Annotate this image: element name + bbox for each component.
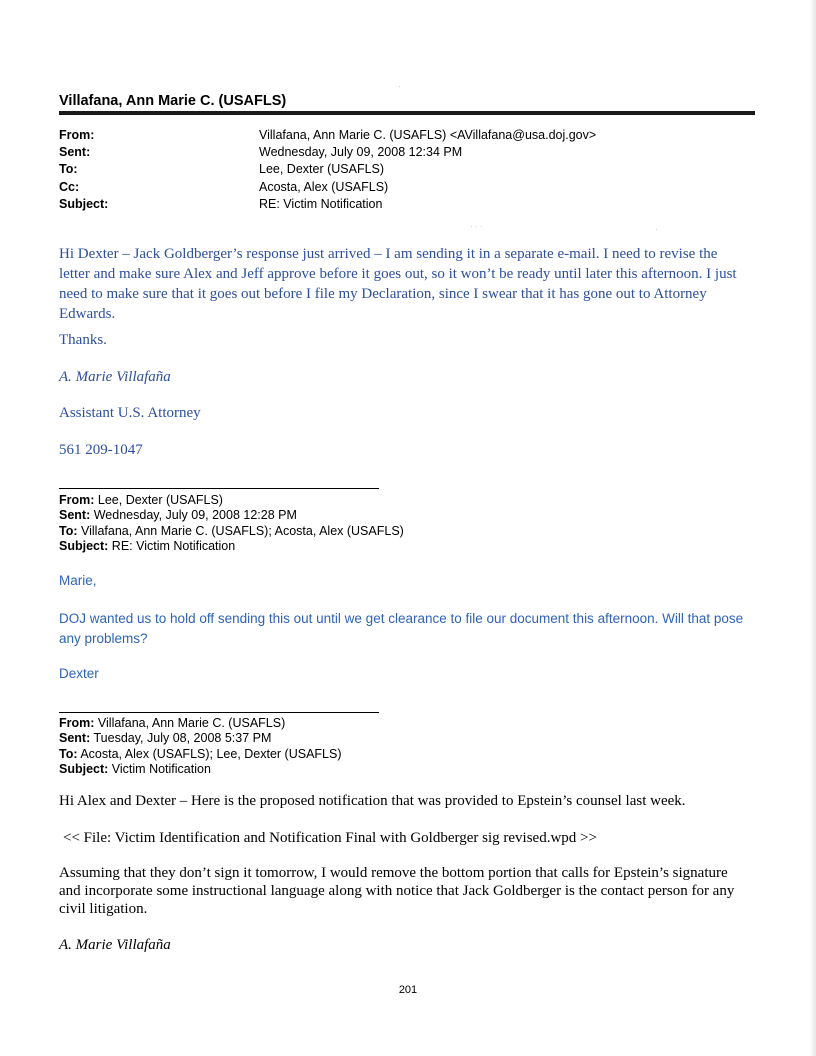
- signature-title: Assistant U.S. Attorney: [59, 405, 201, 421]
- forwarded-header-2: [59, 716, 342, 777]
- header-sent-label: Sent:: [59, 145, 91, 160]
- fwd2-sent-row: [59, 731, 342, 746]
- fwd2-subject-value: Victim Notification: [111, 761, 211, 776]
- scan-edge-shadow: [810, 0, 816, 1056]
- fwd1-sent-label: Sent:: [59, 508, 91, 523]
- header-subject-value: RE: Victim Notification: [259, 196, 383, 211]
- message-thanks: Thanks.: [59, 332, 107, 348]
- fwd1-sent-row: [59, 508, 404, 523]
- signature-name: A. Marie Villafaña: [59, 369, 171, 385]
- header-from-row: [59, 127, 739, 144]
- header-to-label: To:: [59, 162, 78, 177]
- fwd1-subject-label: Subject:: [59, 538, 109, 553]
- header-subject-label: Subject:: [59, 196, 109, 211]
- signature-phone: 561 209-1047: [59, 442, 143, 458]
- fwd1-from-value: Lee, Dexter (USAFLS): [97, 493, 223, 507]
- fwd2-from-value: Villafana, Ann Marie C. (USAFLS): [97, 716, 286, 730]
- fwd1-from-row: [59, 493, 404, 508]
- page-number: 201: [398, 984, 418, 996]
- fwd2-subject-label: Subject:: [59, 761, 109, 776]
- fwd1-to-value: Villafana, Ann Marie C. (USAFLS); Acosta, Alex (USAFLS): [81, 523, 404, 538]
- fwd1-sent-value: Wednesday, July 09, 2008 12:28 PM: [93, 508, 297, 523]
- header-from-value: Villafana, Ann Marie C. (USAFLS) <AVillafana@usa.doj.gov>: [259, 128, 597, 142]
- fwd2-from-label: From:: [59, 716, 95, 730]
- fwd1-to-row: [59, 524, 404, 539]
- fwd1-subject-row: [59, 539, 404, 554]
- scan-speck: ·: [398, 82, 401, 91]
- title-divider: [59, 111, 755, 115]
- fwd2-subject-row: [59, 762, 342, 777]
- header-from-label: From:: [59, 128, 95, 142]
- fwd2-sent-value: Tuesday, July 08, 2008 5:37 PM: [93, 731, 272, 746]
- fwd1-to-label: To:: [59, 523, 78, 538]
- mailbox-owner-title: Villafana, Ann Marie C. (USAFLS): [59, 93, 287, 109]
- fwd2-signature-name: A. Marie Villafaña: [59, 937, 171, 953]
- attachment-reference: << File: Victim Identification and Notification Final with Goldberger sig revised.wpd >>: [63, 830, 597, 846]
- header-subject-row: [59, 196, 739, 213]
- header-to-row: [59, 161, 739, 178]
- header-cc-row: [59, 179, 739, 196]
- header-cc-value: Acosta, Alex (USAFLS): [259, 179, 389, 194]
- header-cc-label: Cc:: [59, 179, 80, 194]
- header-sent-row: [59, 144, 739, 161]
- fwd1-signoff: Dexter: [59, 666, 99, 681]
- scan-speck: · · ·: [470, 222, 483, 231]
- fwd2-to-row: [59, 747, 342, 762]
- message-body: Hi Dexter – Jack Goldberger’s response just arrived – I am sending it in a separate e-mail. I need to revise the letter and make sure Alex and Jeff approve before it goes out, so it won’t be ready until later this afternoon. I just need to make sure that it goes out before I file my Declaration, since I swear that it has gone out to Attorney Edwards.: [59, 246, 737, 322]
- fwd2-from-row: [59, 716, 342, 731]
- fwd2-to-label: To:: [59, 746, 78, 761]
- fwd1-from-label: From:: [59, 493, 95, 507]
- fwd2-to-value: Acosta, Alex (USAFLS); Lee, Dexter (USAFLS): [80, 746, 342, 761]
- forward-divider: [59, 488, 379, 489]
- fwd1-subject-value: RE: Victim Notification: [111, 538, 236, 553]
- forwarded-header-1: [59, 493, 404, 554]
- fwd1-body: DOJ wanted us to hold off sending this out until we get clearance to file our document this afternoon. Will that pose any problems?: [59, 611, 744, 646]
- header-to-value: Lee, Dexter (USAFLS): [259, 162, 385, 177]
- fwd2-body: Assuming that they don’t sign it tomorrow, I would remove the bottom portion that calls for Epstein’s signature and incorporate some instructional language along with notice that Jack Goldberger is the contact person for any civil litigation.: [59, 865, 735, 917]
- header-sent-value: Wednesday, July 09, 2008 12:34 PM: [259, 145, 463, 160]
- fwd2-sent-label: Sent:: [59, 731, 91, 746]
- scan-speck: ·: [655, 225, 658, 234]
- fwd1-greeting: Marie,: [59, 573, 97, 588]
- email-header: [59, 127, 739, 213]
- forward-divider: [59, 712, 379, 713]
- fwd2-intro: Hi Alex and Dexter – Here is the proposed notification that was provided to Epstein’s counsel last week.: [59, 793, 686, 809]
